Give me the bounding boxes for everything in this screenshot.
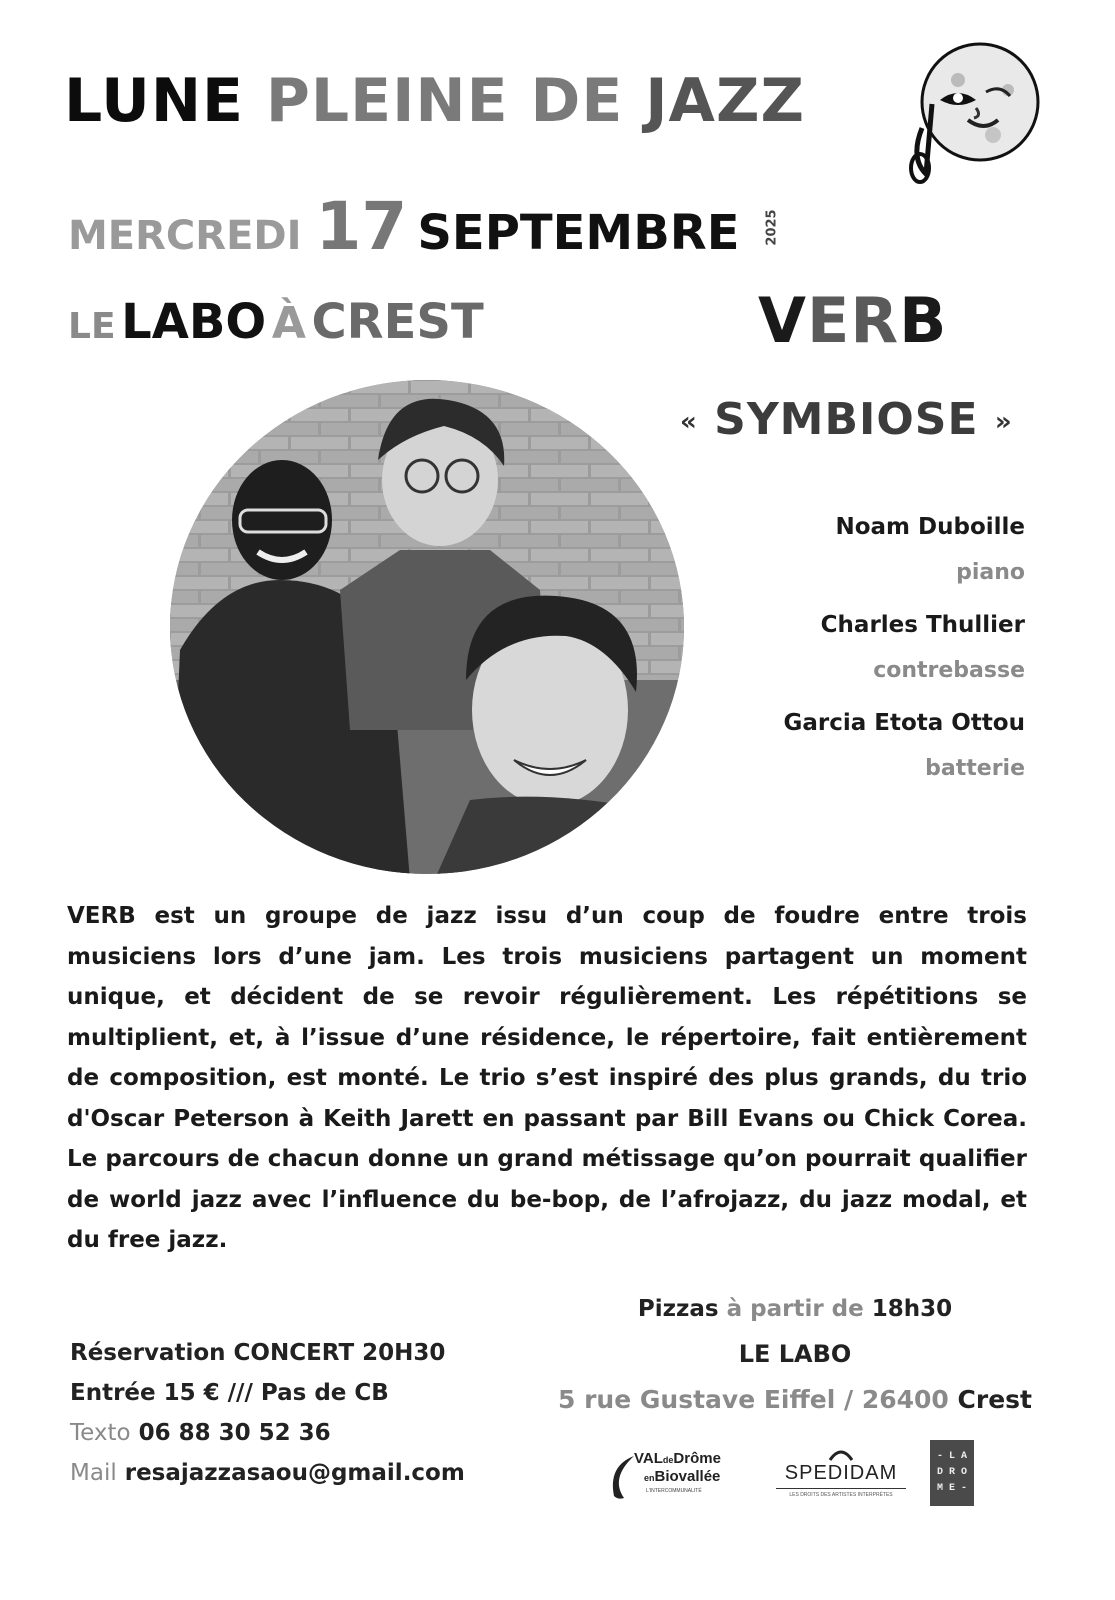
spedidam-text: SPEDIDAM [784,1462,898,1484]
booking-reservation: Réservation CONCERT 20H30 [70,1340,446,1366]
val-biovallee-text: Biovallée [654,1468,721,1485]
musician-name: Noam Duboille [835,514,1025,540]
album-name: SYMBIOSE [714,394,979,445]
location-address [540,1385,1050,1414]
la-drome-logo [930,1440,974,1506]
location-street: 5 rue Gustave Eiffel / 26400 [558,1385,949,1414]
poster-title [64,66,805,136]
spedidam-arc-icon [826,1446,856,1462]
band-name-v: V [758,284,807,357]
event-day: 17 [315,188,408,265]
event-date [68,188,740,265]
event-weekday: MERCREDI [68,213,302,259]
band-description: VERB est un groupe de jazz issu d’un coup de foudre entre trois musiciens lors d’une jam. Les trois musiciens partagent un moment unique, et décident de se revoir régulièrement. Les répétitions se multiplient, et, à l’issue d’une résidence, le répertoire, fait entièrement de composition, est monté. Le trio s’est inspiré des plus grands, du trio d'Oscar Peterson à Keith Jarett en passant par Bill Evans ou Chick Corea. Le parcours de chacun donne un grand métissage qu’on pourrait qualifier de world jazz avec l’influence du be-bop, de l’afrojazz, du jazz modal, et du free jazz. [67,903,1027,1253]
event-year-text: 2025 [764,209,780,246]
musician-name: Charles Thullier [820,612,1025,638]
val-drome-text: Drôme [673,1450,721,1467]
title-pleine-de: PLEINE DE [265,66,624,136]
booking-sms-label: Texto [70,1420,131,1446]
booking-sms-number: 06 88 30 52 36 [138,1420,331,1446]
booking-info [70,1333,465,1493]
food-time: 18h30 [871,1296,953,1322]
val-en-text: en [644,1473,655,1483]
spedidam-subtitle: LES DROITS DES ARTISTES INTERPRÈTES [789,1492,893,1498]
album-title [680,394,1013,445]
booking-entry: Entrée 15 € /// Pas de CB [70,1380,389,1406]
la-drome-line3: M E - [936,1483,967,1494]
food-info [540,1296,1050,1322]
musician-instrument: piano [956,560,1025,585]
band-name [758,284,947,357]
venue-crest: CREST [311,294,484,350]
event-year [752,208,792,248]
musician-list [695,512,1025,806]
val-text: VAL [634,1450,663,1467]
venue-labo: LABO [121,294,267,350]
food-pizzas: Pizzas [637,1296,719,1322]
booking-mail-address: resajazzasaou@gmail.com [124,1460,465,1486]
venue-heading [68,294,484,350]
val-subtitle: L'INTERCOMMUNALITÉ [646,1488,702,1494]
band-photo [170,380,684,874]
val-drome-biovallee-logo [606,1448,756,1512]
band-name-er: ER [806,284,900,357]
venue-a: À [271,298,306,349]
la-drome-line2: D R O [936,1467,967,1478]
musician-name: Garcia Etota Ottou [783,710,1025,736]
album-quote-close: » [994,407,1013,437]
musician-instrument: batterie [925,756,1025,781]
event-month: SEPTEMBRE [417,205,740,261]
musician-instrument: contrebasse [873,658,1025,683]
trio-photo-image [170,380,684,874]
venue-le: LE [68,306,116,347]
album-quote-open: « [680,407,698,437]
spedidam-logo [776,1446,906,1510]
title-lune: LUNE [64,66,245,136]
booking-mail-label: Mail [70,1460,117,1486]
moon-logo-icon [898,40,1048,190]
title-jazz: JAZZ [645,66,805,136]
val-de-text: de [662,1455,674,1465]
location-name: LE LABO [738,1340,852,1368]
la-drome-line1: - L A [936,1451,967,1462]
band-name-b: B [899,284,948,357]
food-from: à partir de [726,1296,864,1322]
location-city: Crest [957,1385,1032,1414]
